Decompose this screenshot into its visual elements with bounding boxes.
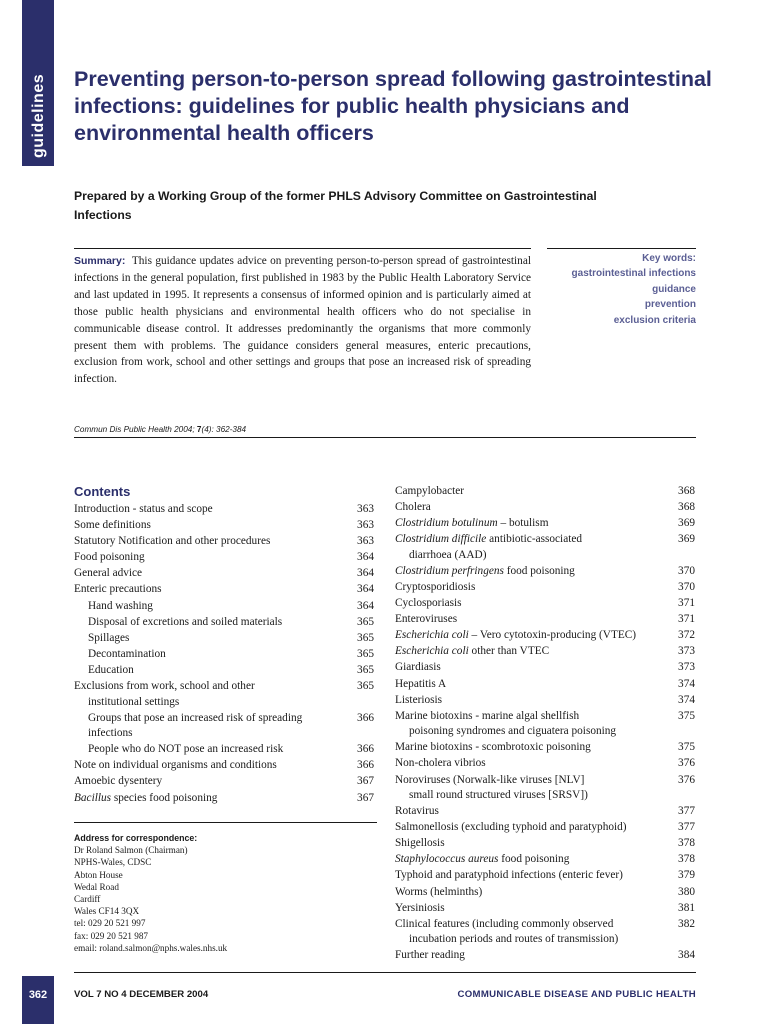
toc-entry-text: General advice [74, 567, 143, 580]
section-tab [22, 0, 54, 166]
toc-entry-page: 368 [678, 501, 695, 514]
toc-entry-title [74, 599, 153, 615]
address-line: Wedal Road [74, 881, 119, 892]
toc-entry [395, 677, 695, 693]
toc-entry [74, 647, 374, 663]
toc-entry [74, 679, 374, 710]
toc-entry-organism: Clostridium perfringens [395, 564, 504, 577]
toc-entry-continuation: poisoning syndromes and ciguatera poisoning [409, 725, 617, 738]
toc-entry-text: food poisoning [498, 853, 570, 866]
toc-entry [395, 901, 695, 917]
toc-entry-page: 367 [357, 791, 374, 804]
toc-entry-title [395, 901, 445, 917]
citation-issue-pages: (4): 362-384 [201, 425, 247, 434]
toc-entry [74, 791, 374, 807]
toc-entry-page: 371 [678, 597, 695, 610]
address-heading: Address for correspondence: [74, 833, 198, 843]
toc-entry-text: food poisoning [503, 564, 575, 577]
toc-entry [395, 948, 695, 964]
toc-entry-page: 367 [357, 775, 374, 788]
toc-entry [395, 628, 695, 644]
toc-entry [395, 693, 695, 709]
toc-entry [395, 660, 695, 676]
toc-entry-text: Typhoid and paratyphoid infections (enteric fever) [395, 869, 623, 882]
toc-entry-page: 376 [678, 757, 695, 770]
toc-entry-text: Hand washing [88, 599, 153, 612]
toc-entry-page: 366 [357, 759, 374, 772]
toc-entry-text: Marine biotoxins - scombrotoxic poisoning [395, 741, 591, 754]
toc-entry [395, 564, 695, 580]
toc-entry-continuation: incubation periods and routes of transmission) [409, 933, 619, 946]
toc-entry-text: Marine biotoxins - marine algal shellfish [395, 709, 580, 722]
toc-entry-page: 382 [678, 917, 695, 930]
toc-entry-text: Enteroviruses [395, 613, 458, 626]
keywords-top-rule [547, 248, 696, 249]
toc-entry-page: 365 [357, 615, 374, 628]
address-rule [74, 822, 377, 823]
toc-entry-page: 369 [678, 517, 695, 530]
toc-entry [395, 885, 695, 901]
citation [74, 425, 246, 434]
toc-entry-text: Worms (helminths) [395, 885, 483, 898]
toc-entry-organism: Escherichia coli [395, 629, 469, 642]
toc-entry-page: 375 [678, 709, 695, 722]
toc-entry-title [395, 500, 431, 516]
toc-entry-title [395, 804, 439, 820]
toc-entry-title [395, 773, 588, 804]
toc-entry-title [395, 516, 548, 532]
toc-entry-title [395, 948, 465, 964]
article-title: Preventing person-to-person spread following gastrointestinal infections: guidelines for public health physicians and environmental health officers [74, 67, 712, 145]
toc-entry-page: 373 [678, 661, 695, 674]
toc-entry-text: Decontamination [88, 647, 166, 660]
toc-entry-page: 369 [678, 533, 695, 546]
toc-entry-title [395, 596, 462, 612]
toc-entry [395, 820, 695, 836]
toc-entry [74, 663, 374, 679]
toc-entry-text: Shigellosis [395, 837, 445, 850]
toc-entry-continuation: small round structured viruses [SRSV]) [409, 789, 588, 801]
address-line: Cardiff [74, 894, 101, 905]
toc-entry-text: Clinical features (including commonly observed [395, 917, 614, 930]
contents-list-right [395, 484, 695, 964]
toc-entry [395, 580, 695, 596]
address-line: fax: 029 20 521 987 [74, 930, 149, 941]
toc-entry-title [395, 532, 582, 563]
citation-year: 2004; [174, 425, 195, 434]
toc-entry-page: 364 [357, 599, 374, 612]
toc-entry-text: Exclusions from work, school and other [74, 680, 255, 693]
toc-entry-title [74, 534, 270, 550]
toc-entry-text: Spillages [88, 631, 130, 644]
toc-entry-page: 384 [678, 949, 695, 962]
toc-entry-text: Groups that pose an increased risk of spreading [88, 711, 303, 724]
toc-entry-title [74, 774, 162, 790]
toc-entry-organism: Clostridium difficile [395, 533, 487, 546]
address-line: email: roland.salmon@nphs.wales.nhs.uk [74, 942, 228, 953]
toc-entry-page: 377 [678, 821, 695, 834]
summary-top-rule [74, 248, 531, 249]
toc-entry [395, 852, 695, 868]
toc-entry-continuation: infections [88, 727, 133, 740]
toc-entry [74, 599, 374, 615]
toc-entry [74, 566, 374, 582]
toc-entry-page: 370 [678, 580, 695, 593]
toc-entry [395, 596, 695, 612]
toc-entry [74, 518, 374, 534]
toc-entry-page: 366 [357, 711, 374, 724]
toc-entry-title [74, 582, 162, 598]
toc-entry-page: 371 [678, 613, 695, 626]
toc-entry-text: Introduction - status and scope [74, 503, 213, 515]
toc-entry-page: 363 [357, 519, 374, 532]
toc-entry-text: Yersiniosis [395, 901, 445, 914]
toc-entry-text: Cyclosporiasis [395, 597, 462, 610]
footer-rule [74, 972, 696, 973]
toc-entry [395, 709, 695, 740]
toc-entry [74, 582, 374, 598]
toc-entry-title [74, 615, 282, 631]
toc-entry-title [74, 502, 213, 518]
toc-entry-text: Giardiasis [395, 661, 441, 674]
toc-entry-text: Some definitions [74, 519, 151, 532]
toc-entry-page: 375 [678, 741, 695, 754]
toc-entry-title [395, 564, 575, 580]
toc-entry-page: 364 [357, 551, 374, 564]
keyword-item: gastrointestinal infections [571, 268, 696, 280]
toc-entry-page: 378 [678, 853, 695, 866]
toc-entry-text: Non-cholera vibrios [395, 757, 486, 770]
toc-entry-title [395, 756, 486, 772]
toc-entry-text: Food poisoning [74, 551, 145, 564]
citation-journal: Commun Dis Public Health [74, 425, 172, 434]
toc-entry-page: 374 [678, 693, 695, 706]
contents-heading: Contents [74, 484, 131, 499]
toc-entry-text: – botulism [497, 517, 549, 530]
address-line: Wales CF14 3QX [74, 906, 140, 917]
citation-rule [74, 437, 696, 438]
toc-entry-page: 380 [678, 885, 695, 898]
toc-entry-text: species food poisoning [111, 791, 218, 804]
toc-entry-title [395, 740, 591, 756]
toc-entry-page: 372 [678, 629, 695, 642]
toc-entry-title [395, 612, 457, 628]
toc-entry-page: 376 [678, 773, 695, 786]
toc-entry-text: Cryptosporidiosis [395, 580, 476, 593]
toc-entry-continuation: institutional settings [88, 695, 180, 708]
toc-entry-page: 370 [678, 564, 695, 577]
toc-entry-continuation: diarrhoea (AAD) [409, 548, 487, 561]
toc-entry-text: Cholera [395, 501, 431, 514]
toc-entry-text: – Vero cytotoxin-producing (VTEC) [468, 629, 637, 642]
toc-entry [395, 532, 695, 563]
citation-volume: 7 [196, 425, 202, 434]
toc-entry-page: 365 [357, 663, 374, 676]
toc-entry-text: Noroviruses (Norwalk-like viruses [NLV] [395, 773, 585, 786]
address-line: Abton House [74, 869, 123, 880]
toc-entry-title [395, 852, 569, 868]
toc-entry-page: 363 [357, 503, 374, 515]
toc-entry-text: Campylobacter [395, 485, 465, 497]
toc-entry-title [74, 679, 255, 710]
summary-paragraph [74, 253, 531, 388]
toc-entry [395, 917, 695, 948]
toc-entry [395, 740, 695, 756]
toc-entry-page: 365 [357, 680, 374, 693]
toc-entry [395, 516, 695, 532]
toc-entry [74, 711, 374, 742]
toc-entry-page: 364 [357, 583, 374, 596]
toc-entry-title [395, 709, 616, 740]
toc-entry-page: 365 [357, 631, 374, 644]
toc-entry-title [395, 580, 475, 596]
section-tab-label: guidelines [30, 73, 47, 158]
toc-entry-organism: Escherichia coli [395, 645, 469, 658]
toc-entry-title [74, 791, 217, 807]
toc-entry [395, 804, 695, 820]
toc-entry-title [74, 550, 145, 566]
toc-entry-page: 378 [678, 837, 695, 850]
toc-entry-text: Rotavirus [395, 805, 439, 818]
prepared-by: Prepared by a Working Group of the former PHLS Advisory Committee on Gastrointestinal Infections [74, 189, 597, 222]
toc-entry-title [395, 644, 549, 660]
toc-entry-page: 368 [678, 485, 695, 497]
toc-entry [395, 773, 695, 804]
toc-entry-page: 373 [678, 645, 695, 658]
toc-entry-title [395, 868, 623, 884]
toc-entry-title [74, 742, 283, 758]
toc-entry [74, 502, 374, 518]
toc-entry [395, 644, 695, 660]
toc-entry-text: Further reading [395, 949, 465, 962]
toc-entry-title [395, 917, 618, 948]
toc-entry-text: Salmonellosis (excluding typhoid and paratyphoid) [395, 821, 627, 834]
toc-entry [74, 631, 374, 647]
toc-entry-text: Hepatitis A [395, 677, 447, 690]
toc-entry-text: Listeriosis [395, 693, 443, 706]
toc-entry-page: 379 [678, 869, 695, 882]
toc-entry [74, 534, 374, 550]
toc-entry-title [395, 660, 441, 676]
keyword-item: exclusion criteria [613, 314, 696, 326]
toc-entry-text: Note on individual organisms and conditions [74, 759, 277, 772]
toc-entry-title [395, 693, 442, 709]
toc-entry-text: Disposal of excretions and soiled materials [88, 615, 283, 628]
toc-entry-title [395, 677, 446, 693]
toc-entry-text: Enteric precautions [74, 583, 162, 596]
toc-entry-text: People who do NOT pose an increased risk [88, 743, 284, 756]
summary-label: Summary: [74, 255, 126, 267]
toc-entry-title [74, 758, 277, 774]
toc-entry-title [74, 518, 151, 534]
keywords-box [556, 253, 696, 330]
keywords-heading: Key words: [642, 253, 696, 264]
toc-entry [74, 774, 374, 790]
address-line: tel: 029 20 521 997 [74, 918, 146, 929]
toc-entry [74, 550, 374, 566]
toc-entry [395, 756, 695, 772]
keyword-item: guidance [652, 283, 696, 295]
address-line: NPHS-Wales, CDSC [74, 857, 152, 868]
toc-entry-page: 364 [357, 567, 374, 580]
toc-entry [395, 500, 695, 516]
toc-entry-title [74, 631, 129, 647]
address-line: Dr Roland Salmon (Chairman) [74, 845, 188, 856]
toc-entry-title [74, 647, 166, 663]
toc-entry-text: Statutory Notification and other procedures [74, 535, 271, 548]
toc-entry-page: 377 [678, 805, 695, 818]
toc-entry-page: 381 [678, 901, 695, 914]
toc-entry-organism: Bacillus [74, 791, 112, 804]
toc-entry-title [74, 663, 134, 679]
toc-entry-page: 365 [357, 647, 374, 660]
page-number: 362 [22, 976, 54, 1024]
summary-text: This guidance updates advice on preventing person-to-person spread of gastrointestinal infections in the general population, first published in 1983 by the Public Health Laboratory Service and last updated in 1995. It represents a consensus of informed opinion and is particularly aimed at those public health physicians and environmental health officers who do not specialise in communicable disease control. It addresses predominantly the organisms that more commonly present them with problems. The guidance considers general measures, enteric precautions, exclusion from work, school and other settings and groups that pose an increased risk of spreading infection. [74, 255, 531, 386]
toc-entry-title [74, 711, 302, 742]
toc-entry-page: 366 [357, 743, 374, 756]
toc-entry [74, 615, 374, 631]
footer-journal: COMMUNICABLE DISEASE AND PUBLIC HEALTH [457, 989, 696, 1000]
correspondence-address [74, 832, 227, 954]
toc-entry-title [395, 836, 445, 852]
contents-list-left [74, 502, 374, 807]
toc-entry [74, 758, 374, 774]
toc-entry [395, 612, 695, 628]
toc-entry-text: other than VTEC [468, 645, 550, 658]
keyword-item: prevention [644, 299, 696, 311]
toc-entry-title [395, 885, 482, 901]
footer-issue: VOL 7 NO 4 DECEMBER 2004 [74, 989, 209, 1000]
toc-entry [74, 742, 374, 758]
toc-entry-title [74, 566, 142, 582]
toc-entry [395, 868, 695, 884]
toc-entry-title [395, 484, 464, 500]
toc-entry-organism: Staphylococcus aureus [395, 853, 499, 866]
toc-entry [395, 484, 695, 500]
toc-entry-text: antibiotic-associated [486, 533, 583, 546]
toc-entry-text: Education [88, 663, 134, 676]
toc-entry-organism: Clostridium botulinum [395, 517, 498, 530]
toc-entry-page: 374 [678, 677, 695, 690]
toc-entry-title [395, 820, 627, 836]
toc-entry-title [395, 628, 636, 644]
toc-entry [395, 836, 695, 852]
toc-entry-page: 363 [357, 535, 374, 548]
toc-entry-text: Amoebic dysentery [74, 775, 163, 788]
